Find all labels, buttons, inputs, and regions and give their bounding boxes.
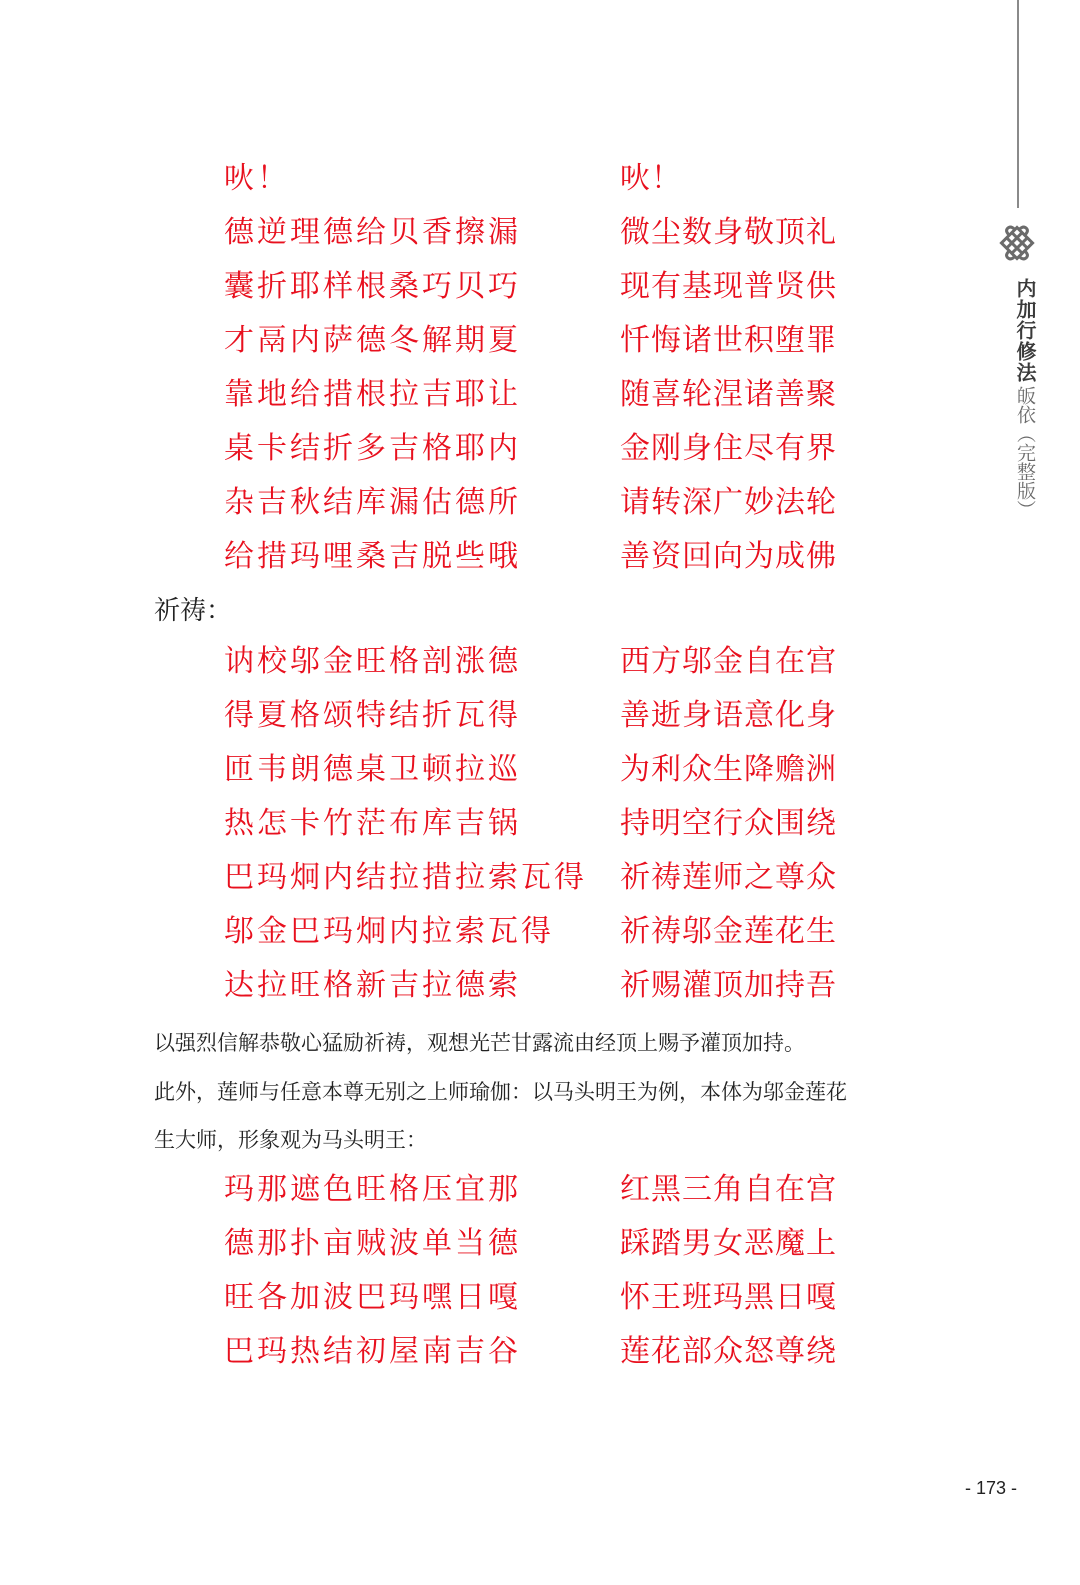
verse-translation: 踩踏男女恶魔上	[620, 1226, 837, 1261]
verse-translation: 莲花部众怒尊绕	[620, 1334, 837, 1369]
verse-translation: 西方邬金自在宫	[620, 644, 837, 679]
verse-translation: 为利众生降赡洲	[620, 752, 837, 787]
verse-translation: 金刚身住尽有界	[620, 431, 837, 466]
verse-transliteration: 才鬲内萨德冬解期夏	[224, 323, 521, 358]
verse-translation: 请转深广妙法轮	[620, 485, 837, 520]
verse-translation: 祈祷莲师之尊众	[620, 860, 837, 895]
verse-translation: 怀王班玛黑日嘎	[620, 1280, 837, 1315]
instruction-paragraph: 生大师，形象观为马头明王：	[154, 1128, 427, 1152]
verse-line	[0, 965, 900, 1011]
verse-transliteration: 旺各加波巴玛嘿日嘎	[224, 1280, 521, 1315]
verse-line	[0, 320, 900, 366]
verse-line	[0, 1277, 900, 1323]
verse-transliteration: 德逆理德给贝香擦漏	[224, 215, 521, 250]
verse-line	[0, 695, 900, 741]
verse-transliteration: 达拉旺格新吉拉德索	[224, 968, 521, 1003]
verse-transliteration: 靠地给措根拉吉耶让	[224, 377, 521, 412]
verse-transliteration: 吙！	[224, 161, 290, 196]
verse-line	[0, 158, 900, 204]
verse-line	[0, 803, 900, 849]
instruction-paragraph: 以强烈信解恭敬心猛励祈祷，观想光芒甘露流由经顶上赐予灌顶加持。	[154, 1031, 805, 1055]
verse-transliteration: 巴玛热结初屋南吉谷	[224, 1334, 521, 1369]
verse-line	[0, 1331, 900, 1377]
verse-line	[0, 482, 900, 528]
verse-transliteration: 德那扑亩贼波单当德	[224, 1226, 521, 1261]
prayer-label: 祈祷：	[154, 596, 233, 626]
verse-line	[0, 428, 900, 474]
verse-line	[0, 1223, 900, 1269]
verse-line	[0, 911, 900, 957]
endless-knot-icon	[994, 220, 1040, 266]
instruction-paragraph: 此外，莲师与任意本尊无别之上师瑜伽：以马头明王为例，本体为邬金莲花	[154, 1080, 847, 1104]
verse-translation: 忏悔诸世积堕罪	[620, 323, 837, 358]
verse-translation: 红黑三角自在宫	[620, 1172, 837, 1207]
verse-transliteration: 邬金巴玛炯内拉索瓦得	[224, 914, 554, 949]
verse-line	[0, 749, 900, 795]
verse-transliteration: 巴玛炯内结拉措拉索瓦得	[224, 860, 587, 895]
verse-line	[0, 212, 900, 258]
verse-line	[0, 1169, 900, 1215]
verse-transliteration: 玛那遮色旺格压宜那	[224, 1172, 521, 1207]
verse-translation: 祈祷邬金莲花生	[620, 914, 837, 949]
verse-translation: 善资回向为成佛	[620, 539, 837, 574]
verse-transliteration: 杂吉秋结库漏估德所	[224, 485, 521, 520]
verse-translation: 现有基现普贤供	[620, 269, 837, 304]
verse-translation: 微尘数身敬顶礼	[620, 215, 837, 250]
chapter-title: 内加行修法	[1013, 278, 1037, 383]
vertical-rule	[1017, 0, 1019, 208]
verse-transliteration: 热怎卡竹茫布库吉锅	[224, 806, 521, 841]
verse-translation: 祈赐灌顶加持吾	[620, 968, 837, 1003]
verse-translation: 吙！	[620, 161, 682, 196]
verse-translation: 持明空行众围绕	[620, 806, 837, 841]
verse-transliteration: 桌卡结折多吉格耶内	[224, 431, 521, 466]
verse-translation: 善逝身语意化身	[620, 698, 837, 733]
chapter-subtitle: 皈依（完整版）	[1014, 386, 1036, 519]
verse-transliteration: 得夏格颂特结折瓦得	[224, 698, 521, 733]
verse-line	[0, 641, 900, 687]
verse-translation: 随喜轮涅诸善聚	[620, 377, 837, 412]
verse-transliteration: 囊折耶样根桑巧贝巧	[224, 269, 521, 304]
verse-transliteration: 给措玛哩桑吉脱些哦	[224, 539, 521, 574]
verse-line	[0, 536, 900, 582]
verse-line	[0, 374, 900, 420]
verse-transliteration: 匝韦朗德桌卫顿拉巡	[224, 752, 521, 787]
page-number: - 173 -	[965, 1478, 1018, 1498]
verse-line	[0, 266, 900, 312]
verse-transliteration: 讷校邬金旺格剖涨德	[224, 644, 521, 679]
verse-line	[0, 857, 900, 903]
